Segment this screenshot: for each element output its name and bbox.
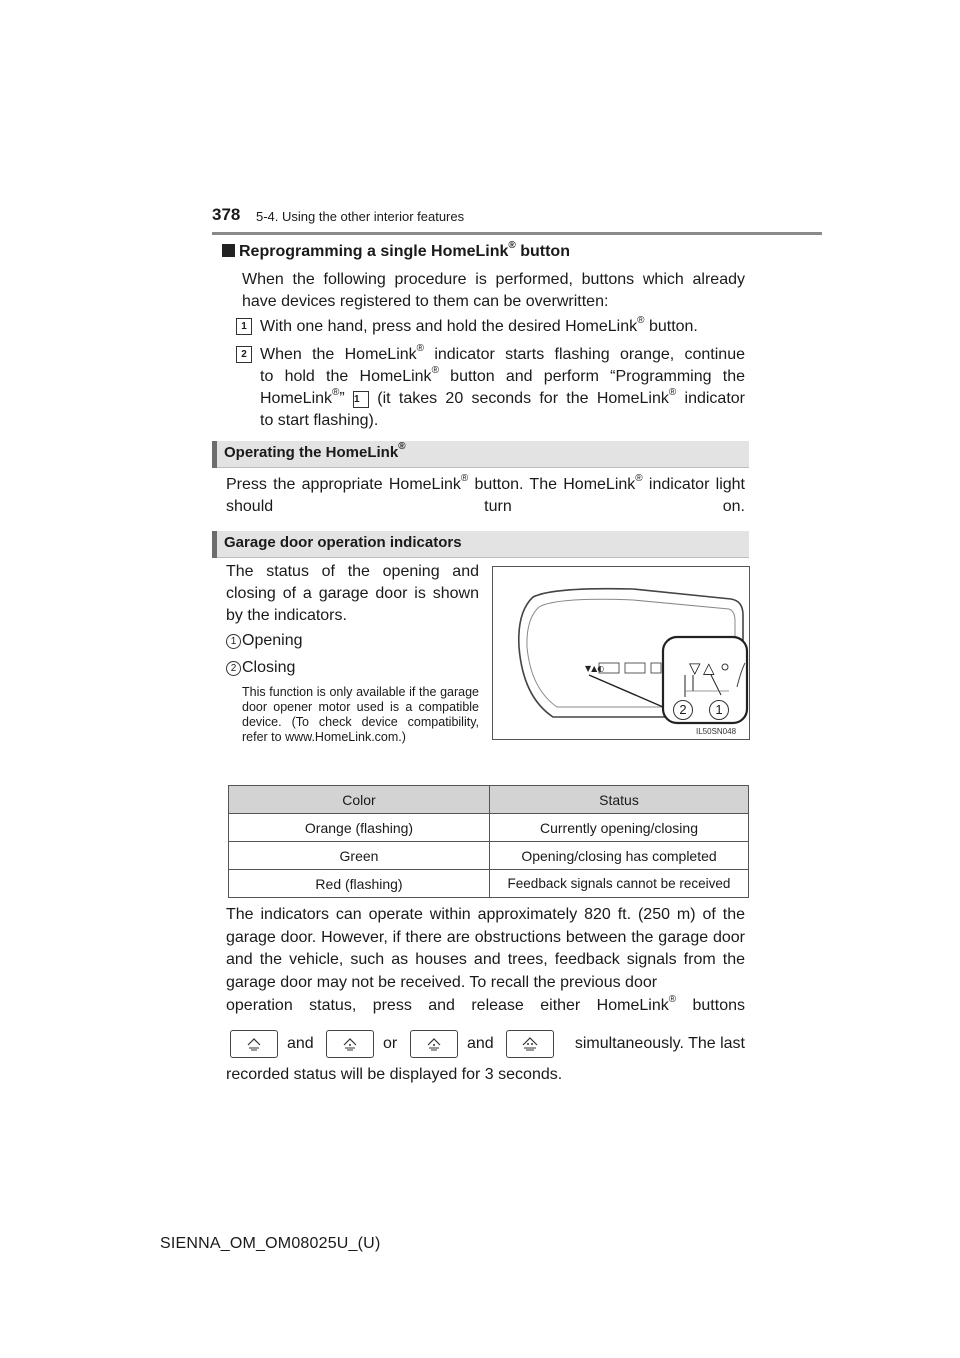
document-footer: SIENNA_OM_OM08025U_(U) <box>160 1235 381 1252</box>
svg-text:△: △ <box>703 659 715 677</box>
word-and-2: and <box>467 1035 494 1052</box>
table-cell: Feedback signals cannot be received <box>490 870 749 898</box>
operating-text: Press the appropriate HomeLink® button. The HomeLink® indicator light should turn on. <box>226 472 745 515</box>
heading-accent <box>212 531 217 558</box>
operating-heading: Operating the HomeLink® <box>224 441 406 461</box>
section-title: 5-4. Using the other interior features <box>256 209 465 224</box>
square-bullet-icon <box>222 244 235 257</box>
range-paragraph: The indicators can operate within approximately 820 ft. (250 m) of the garage door. However, if there are obstructions between the garage door and the vehicle, such as houses and trees, feedback signals from the garage door may not be received. To recall the previous door <box>226 906 745 991</box>
header-rule <box>212 232 822 235</box>
final-sentence: recorded status will be displayed for 3 seconds. <box>226 1066 563 1083</box>
label-closing: Closing <box>242 659 296 676</box>
word-or: or <box>383 1035 398 1052</box>
table-header-row <box>229 786 749 814</box>
table-cell: Orange (flashing) <box>229 814 490 842</box>
homelink-button-2-alt-icon <box>410 1030 458 1058</box>
table-cell: Opening/closing has completed <box>490 842 749 870</box>
step-reference-1: 1 <box>353 391 369 408</box>
page-number: 378 <box>212 205 241 224</box>
garage-heading: Garage door operation indicators <box>224 534 462 551</box>
figure-code: IL50SN048 <box>696 727 737 736</box>
reprogram-intro: When the following procedure is performed, buttons which already have devices registered to them can be overwritten: <box>242 271 745 310</box>
table-row <box>229 870 749 898</box>
simultaneously-text: simultaneously. The last <box>574 1035 745 1052</box>
figure-callout-2: 2 <box>673 700 693 720</box>
step-1-text: With one hand, press and hold the desired HomeLink® button. <box>260 314 698 335</box>
column-header-status: Status <box>490 786 749 814</box>
label-opening: Opening <box>242 632 303 649</box>
recall-status-line: operation status, press and release either HomeLink® buttons <box>226 993 745 1014</box>
table-row <box>229 814 749 842</box>
callout-number-2: 2 <box>226 661 241 676</box>
table-cell: Green <box>229 842 490 870</box>
step-number-1: 1 <box>236 318 252 335</box>
svg-text:▽: ▽ <box>689 659 701 677</box>
figure-callout-1: 1 <box>709 700 729 720</box>
indicator-status-table <box>228 785 749 898</box>
homelink-button-3-icon <box>506 1030 554 1058</box>
word-and-1: and <box>287 1035 314 1052</box>
svg-text:▼▲◐: ▼▲◐ <box>585 664 605 673</box>
operating-heading-bar <box>212 441 749 468</box>
heading-accent <box>212 441 217 468</box>
table-cell: Currently opening/closing <box>490 814 749 842</box>
mirror-figure <box>492 566 750 740</box>
table-cell: Red (flashing) <box>229 870 490 898</box>
garage-description: The status of the opening and closing of a garage door is shown by the indicators. <box>226 563 479 624</box>
column-header-color: Color <box>229 786 490 814</box>
homelink-button-1-icon <box>230 1030 278 1058</box>
reprogram-heading: Reprogramming a single HomeLink® button <box>222 243 570 261</box>
garage-heading-bar <box>212 531 749 558</box>
step-2-text: When the HomeLink® indicator starts flashing orange, continue to hold the HomeLink® button and perform “Programming the HomeLink®” 1 (it takes 20 seconds for the HomeLink® indicator to start flashing). <box>260 342 746 429</box>
compatibility-note: This function is only available if the garage door opener motor used is a compatible device. (To check device compatibility, refer to www.HomeLink.com.) <box>242 685 479 744</box>
table-row <box>229 842 749 870</box>
homelink-button-2-icon <box>326 1030 374 1058</box>
step-number-2: 2 <box>236 346 252 363</box>
callout-number-1: 1 <box>226 634 241 649</box>
